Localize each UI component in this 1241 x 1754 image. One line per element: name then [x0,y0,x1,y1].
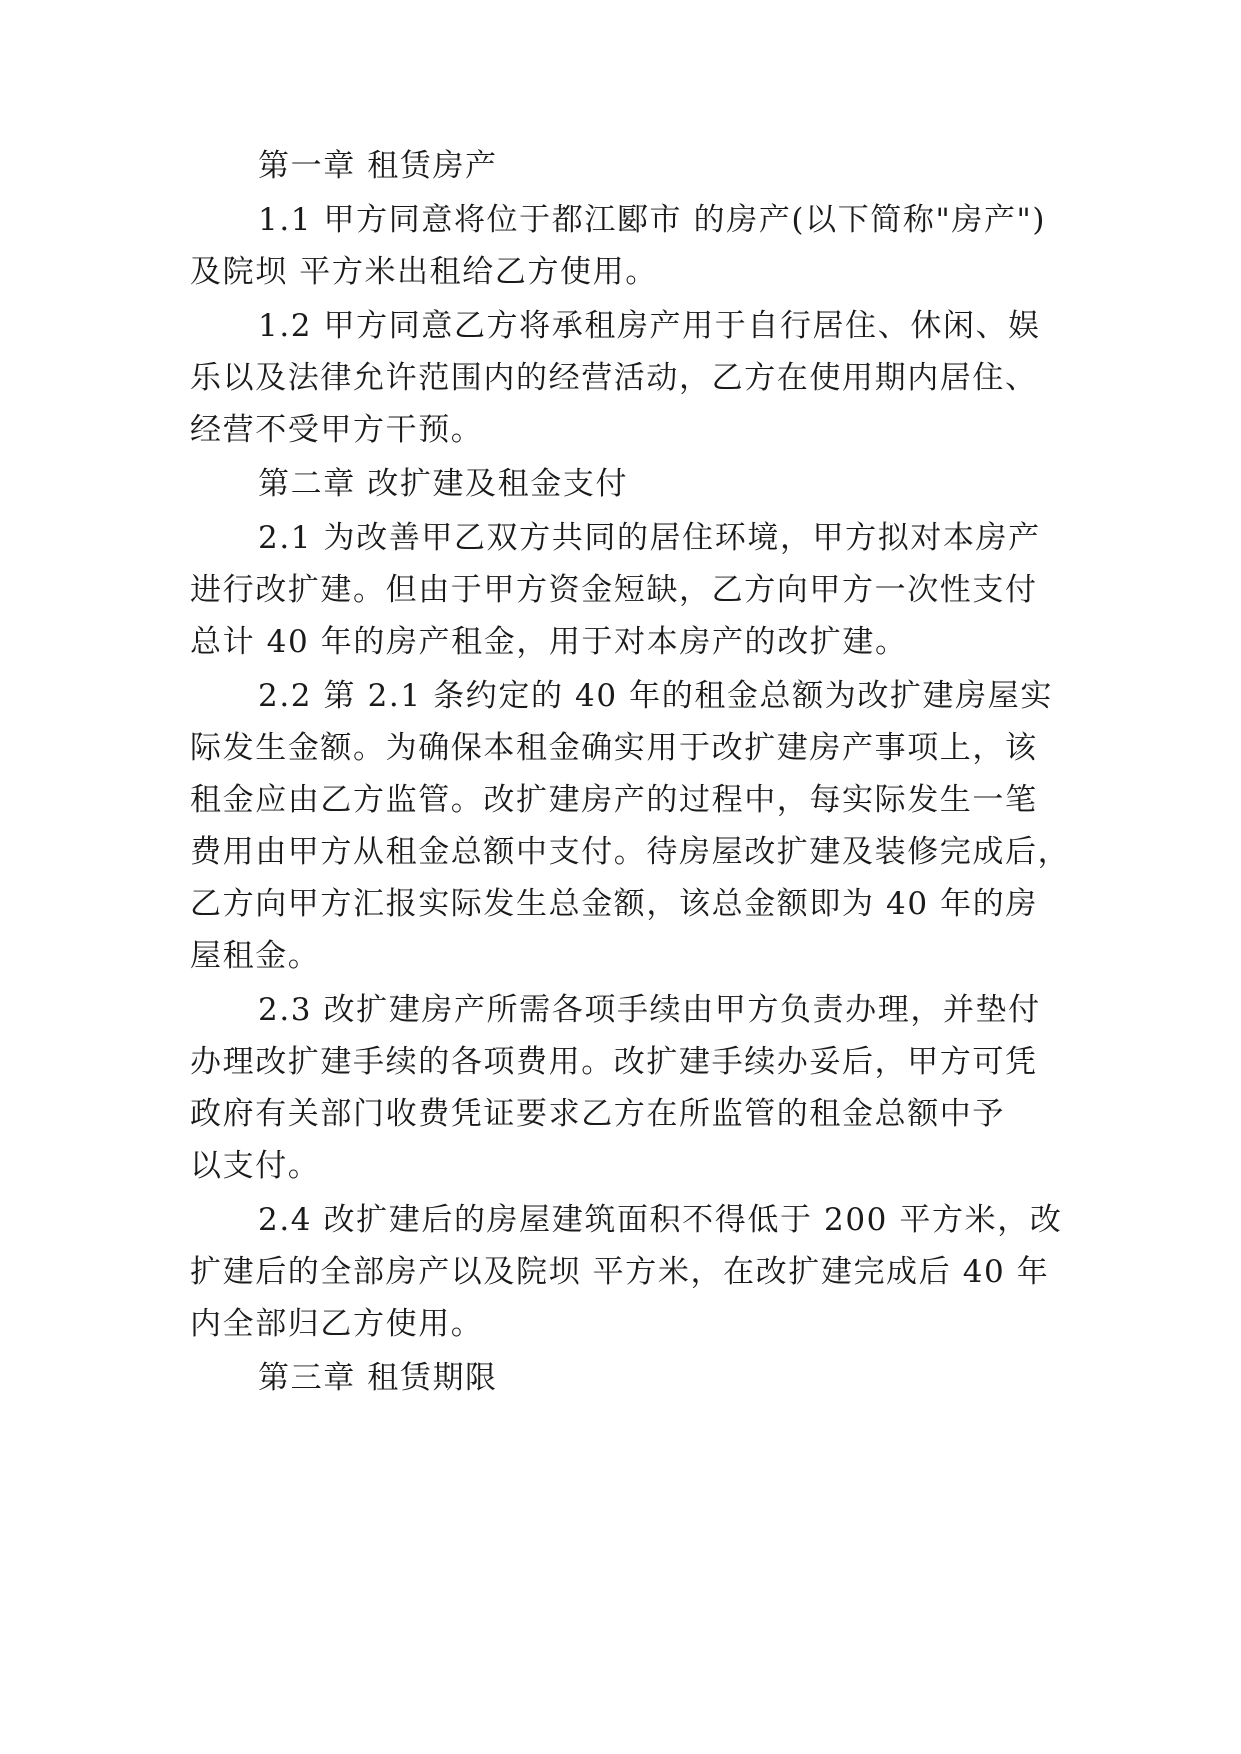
clause-2-3-line-2: 办理改扩建手续的各项费用。改扩建手续办妥后，甲方可凭 [190,1044,1038,1080]
clause-2-2-line-3: 租金应由乙方监管。改扩建房产的过程中，每实际发生一笔 [190,782,1038,818]
clause-1-2-line-2: 乐以及法律允许范围内的经营活动，乙方在使用期内居住、 [190,360,1038,396]
clause-2-1-line-1: 2.1 为改善甲乙双方共同的居住环境，甲方拟对本房产 [258,520,1041,556]
chapter-3-heading: 第三章 租赁期限 [258,1360,498,1396]
clause-1-1-line-2: 及院坝 平方米出租给乙方使用。 [190,254,658,290]
clause-1-2-line-3: 经营不受甲方干预。 [190,412,484,448]
clause-2-2-line-2: 际发生金额。为确保本租金确实用于改扩建房产事项上，该 [190,730,1038,766]
clause-1-2-line-1: 1.2 甲方同意乙方将承租房产用于自行居住、休闲、娱 [258,308,1041,344]
clause-1-1-line-1: 1.1 甲方同意将位于都江郾市 的房产(以下简称"房产") [258,202,1047,238]
clause-2-1-line-3: 总计 40 年的房产租金，用于对本房产的改扩建。 [190,624,908,660]
clause-2-4-line-3: 内全部归乙方使用。 [190,1306,484,1342]
chapter-2-heading: 第二章 改扩建及租金支付 [258,466,629,502]
clause-2-4-line-1: 2.4 改扩建后的房屋建筑面积不得低于 200 平方米，改 [258,1202,1063,1238]
clause-2-2-line-6: 屋租金。 [190,938,321,974]
clause-2-3-line-1: 2.3 改扩建房产所需各项手续由甲方负责办理，并垫付 [258,992,1041,1028]
clause-2-1-line-2: 进行改扩建。但由于甲方资金短缺，乙方向甲方一次性支付 [190,572,1038,608]
chapter-1-heading: 第一章 租赁房产 [258,148,498,184]
clause-2-2-line-1: 2.2 第 2.1 条约定的 40 年的租金总额为改扩建房屋实 [258,678,1053,714]
clause-2-2-line-4: 费用由甲方从租金总额中支付。待房屋改扩建及装修完成后， [190,834,1071,870]
clause-2-3-line-3: 政府有关部门收费凭证要求乙方在所监管的租金总额中予 [190,1096,1005,1132]
clause-2-2-line-5: 乙方向甲方汇报实际发生总金额，该总金额即为 40 年的房 [190,886,1038,922]
clause-2-3-line-4: 以支付。 [190,1148,321,1184]
clause-2-4-line-2: 扩建后的全部房产以及院坝 平方米，在改扩建完成后 40 年 [190,1254,1050,1290]
